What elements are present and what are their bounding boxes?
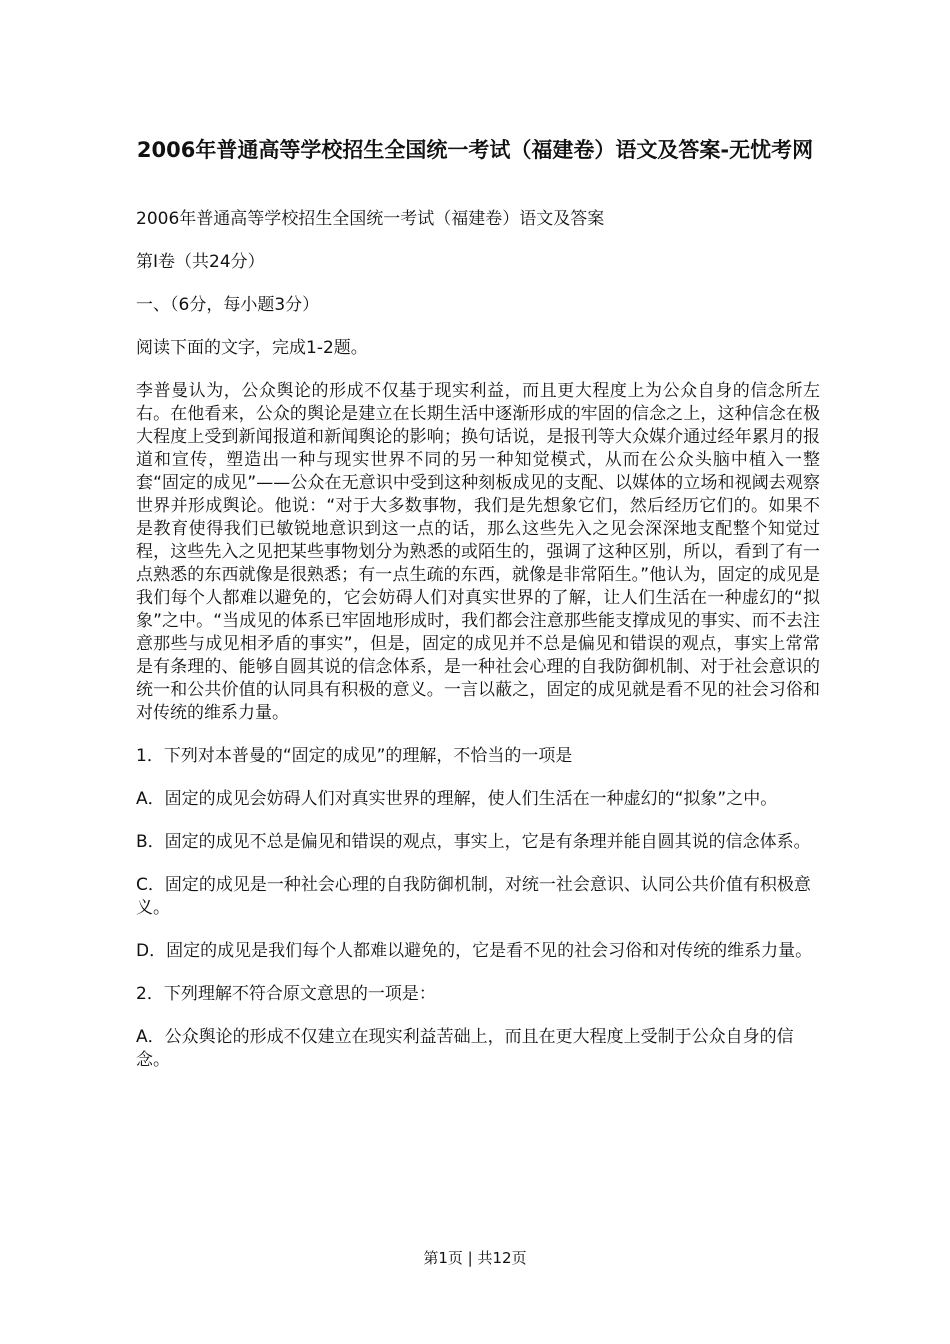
question-2-option-a: A．公众舆论的形成不仅建立在现实利益苦础上，而且在更大程度上受制于公众自身的信念。 <box>136 1027 794 1070</box>
reading-instruction: 阅读下面的文字，完成1-2题。 <box>136 338 368 358</box>
document-title: 2006年普通高等学校招生全国统一考试（福建卷）语文及答案-无忧考网 <box>136 138 814 162</box>
question-1: 1．下列对本普曼的“固定的成见”的理解，不恰当的一项是 <box>136 746 573 766</box>
volume-heading: 第I卷（共24分） <box>136 252 265 272</box>
section-heading: 一、（6分，每小题3分） <box>136 295 320 315</box>
document-subtitle: 2006年普通高等学校招生全国统一考试（福建卷）语文及答案 <box>136 209 605 229</box>
page-footer: 第1页 | 共12页 <box>423 1249 527 1267</box>
question-1-option-a: A．固定的成见会妨碍人们对真实世界的理解，使人们生活在一种虚幻的“拟象”之中。 <box>136 789 778 809</box>
question-1-option-d: D．固定的成见是我们每个人都难以避免的，它是看不见的社会习俗和对传统的维系力量。 <box>136 941 813 961</box>
question-1-option-c: C．固定的成见是一种社会心理的自我防御机制，对统一社会意识、认同公共价值有积极意义。 <box>136 875 811 918</box>
question-1-option-b: B．固定的成见不总是偏见和错误的观点，事实上，它是有条理并能自圆其说的信念体系。 <box>136 832 811 852</box>
reading-passage: 李普曼认为，公众舆论的形成不仅基于现实利益，而且更大程度上为公众自身的信念所左右。在他看来，公众的舆论是建立在长期生活中逐渐形成的牢固的信念之上，这种信念在极大程度上受到新闻报道和新闻舆论的影响；换句话说，是报刊等大众媒介通过经年累月的报道和宣传，塑造出一种与现实世界不同的另一种知觉模式，从而在公众头脑中植入一整套“固定的成见”——公众在无意识中受到这种刻板成见的支配、以媒体的立场和视阈去观察世界并形成舆论。他说：“对于大多数事物，我们是先想象它们，然后经历它们的。如果不是教育使得我们已敏锐地意识到这一点的话，那么这些先入之见会深深地支配整个知觉过程，这些先入之见把某些事物划分为熟悉的或陌生的，强调了这种区别，所以，看到了有一点熟悉的东西就像是很熟悉；有一点生疏的东西，就像是非常陌生。”他认为，固定的成见是我们每个人都难以避免的，它会妨碍人们对真实世界的了解，让人们生活在一种虚幻的“拟象”之中。“当成见的体系已牢固地形成时，我们都会注意那些能支撑成见的事实、而不去注意那些与成见相矛盾的事实”，但是，固定的成见并不总是偏见和错误的观点，事实上常常是有条理的、能够自圆其说的信念体系，是一种社会心理的自我防御机制、对于社会意识的统一和公共价值的认同具有积极的意义。一言以蔽之，固定的成见就是看不见的社会习俗和对传统的维系力量。 <box>136 381 820 723</box>
question-2: 2．下列理解不符合原文意思的一项是： <box>136 984 436 1004</box>
document-body <box>136 208 820 1092</box>
